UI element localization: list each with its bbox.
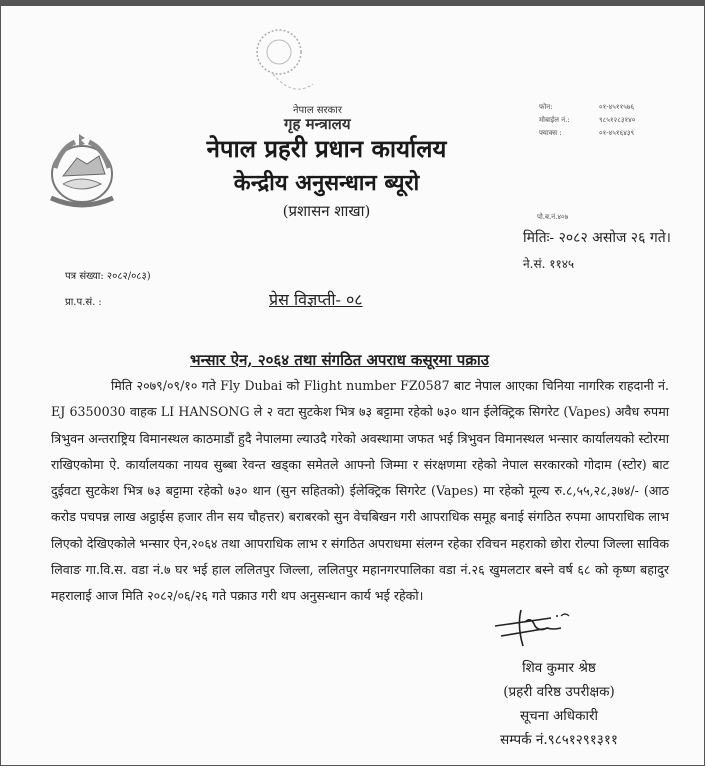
contact-label: फोन: [539, 103, 553, 111]
office-name: नेपाल प्रहरी प्रधान कार्यालय [206, 135, 447, 163]
press-release-title: प्रेस विज्ञप्ती- ०८ [269, 290, 363, 309]
letter-number: पत्र संख्या: २०८२/०८३) [65, 271, 151, 282]
contact-value: ०१-४५१६४३९ [599, 129, 635, 137]
signatory-block [471, 656, 647, 752]
contact-value: ०१-४५११५७६ [599, 103, 635, 111]
contact-mobile [539, 114, 635, 127]
contact-value: ९८५१२८३१४० [599, 116, 636, 124]
contact-label: मोबाईल नं.: [539, 116, 570, 124]
signatory-contact: सम्पर्क नं.९८५१२९१३११ [500, 732, 618, 748]
document-date: मितिः- २०८२ असोज २६ गते। [523, 230, 671, 246]
article-body: मिति २०७९/०९/१० गते Fly Dubai को Flight number FZ0587 बाट नेपाल आएका चिनिया नागरिक राहदानी नं. EJ 6350030 वाहक LI HANSONG ले २ वटा सुटकेश भित्र ७३ बट्टामा रहेको ७३० थान ईलेक्ट्रिक सिगरेट (Vapes) अवैध रुपमा त्रिभुवन अन्तराष्ट्रिय विमानस्थल काठमाडौं हुदै नेपालमा ल्याउदै गरेको अवस्थामा जफत भई त्रिभुवन विमानस्थल भन्सार कार्यालयको स्टोरमा राखिएकोमा ऐ. कार्यालयका नायव सुब्बा रेवन्त खड्का समेतले आफ्नो जिम्मा र संरक्षणमा रहेको नेपाल सरकारको गोदाम (स्टोर) बाट दुईवटा सुटकेश भित्र ७३ बट्टामा रहेको ७३० थान (सुन सहितको) ईलेक्ट्रिक सिगरेट (Vapes) मा रहेको मूल्य रु.८,५५,२८,३७४/- (आठ करोड पचपन्न लाख अट्ठाईस हजार तीन सय चौहत्तर) बराबरको सुन वेचबिखन गरी आपराधिक समूह बनाई संगठित रुपमा आपराधिक लाभ लिएको देखिएकोले भन्सार ऐन,२०६४ तथा आपराधिक लाभ र संगठित अपराधमा संलग्न रहेका रविचन महराको छोरा रोल्पा जिल्ला साविक लिवाङ गा.वि.स. वडा नं.७ घर भई हाल ललितपुर जिल्ला, ललितपुर महानगरपालिका वडा नं.२६ खुमलटार बस्ने वर्ष ६८ को कृष्ण बहादुर महरालाई आज मिति २०८२/०६/२६ गते पक्राउ गरी थप अनुसन्धान कार्य भई रहेको। [51, 378, 669, 604]
article-heading: भन्सार ऐन, २०६४ तथा संगठित अपराध कसूरमा पक्राउ [190, 351, 489, 369]
contact-info [539, 101, 635, 140]
bureau-name: केन्द्रीय अनुसन्धान ब्यूरो [233, 171, 420, 196]
pra-pa-sa: प्रा.प.सं. : [65, 297, 102, 308]
ministry-name: गृह मन्त्रालय [284, 115, 351, 133]
nepal-sambat: ने.सं. ११४५ [523, 257, 575, 271]
contact-fax [539, 127, 635, 140]
branch-name: (प्रशासन शाखा) [282, 202, 371, 220]
contact-phone [539, 101, 635, 114]
po-box: पो.ब.नं.४०७ [537, 213, 569, 221]
contact-label: फ्याक्स : [539, 129, 562, 137]
signatory-role: सूचना अधिकारी [520, 708, 598, 724]
signature-icon [491, 606, 579, 654]
government-label: नेपाल सरकार [293, 105, 342, 116]
signatory-rank: (प्रहरी वरिष्ठ उपरीक्षक) [503, 684, 615, 700]
signatory-name: शिव कुमार श्रेष्ठ [522, 660, 596, 676]
